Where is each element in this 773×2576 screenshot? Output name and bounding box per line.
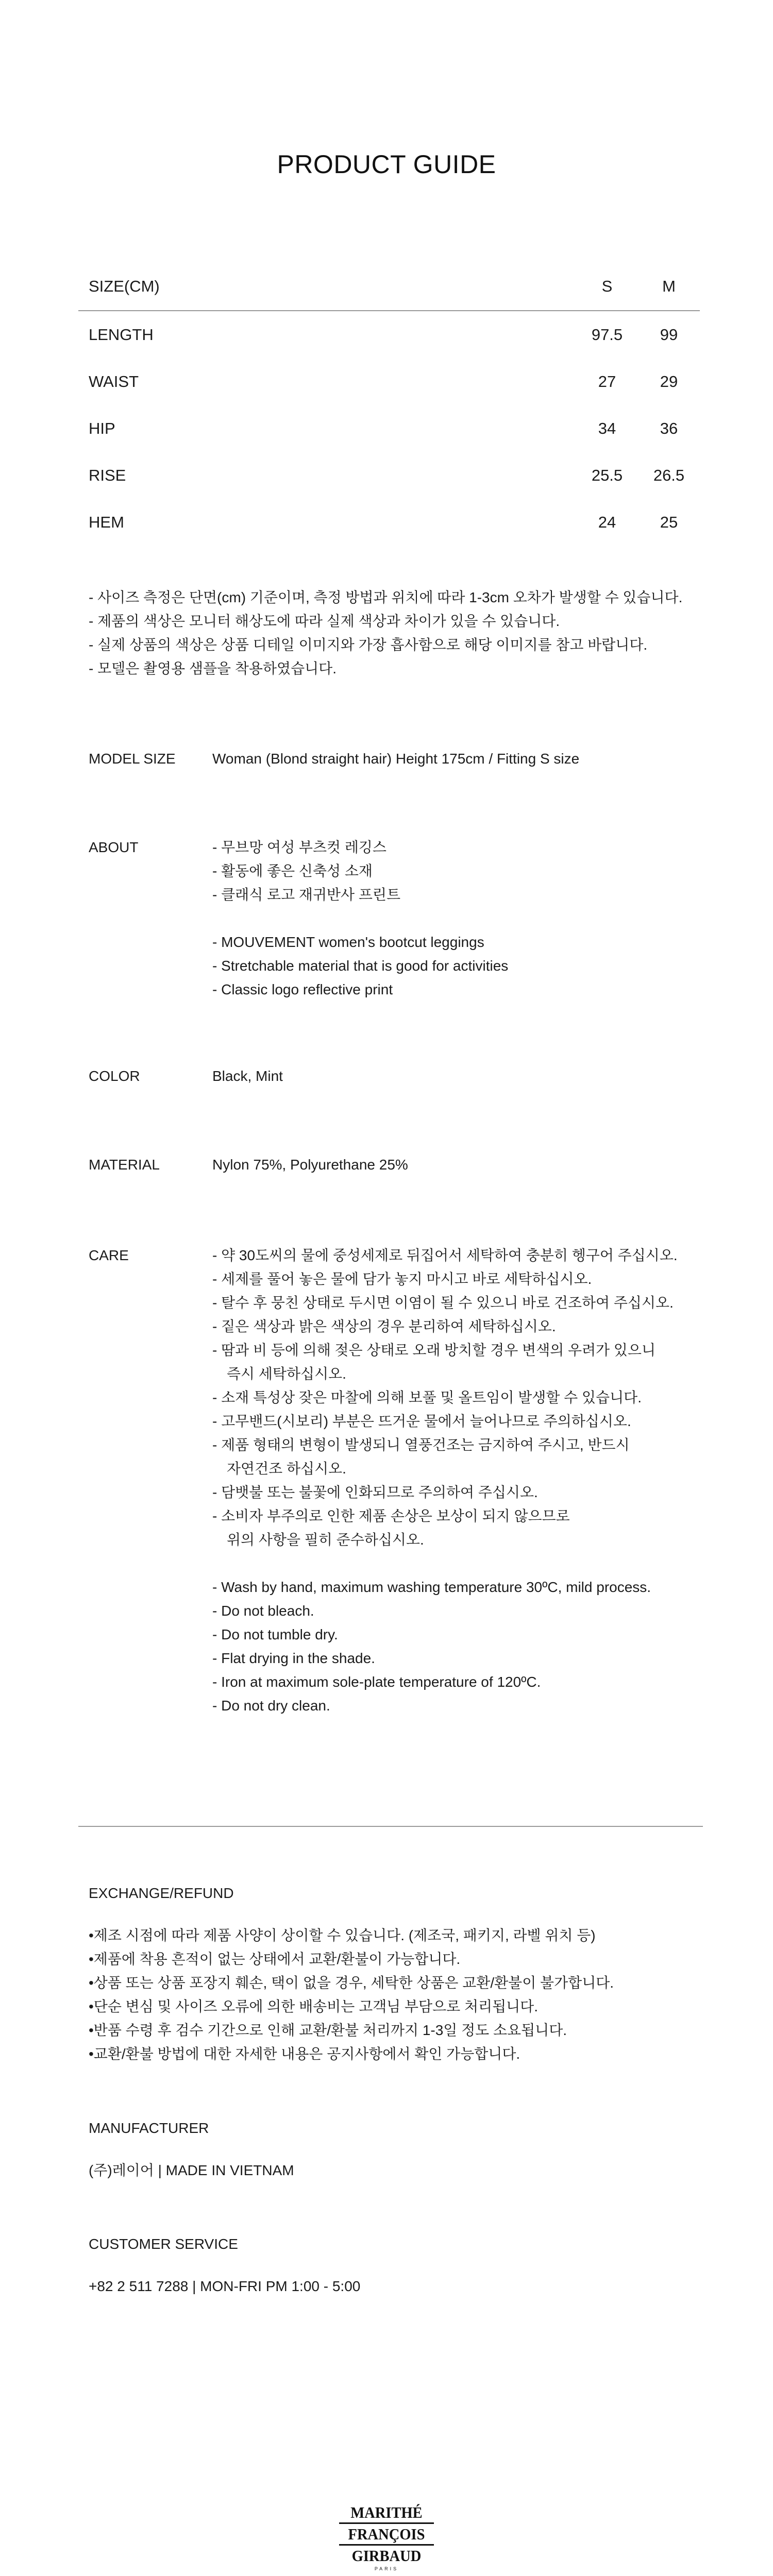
size-row-s: 97.5: [591, 325, 623, 344]
color-value: Black, Mint: [212, 1068, 283, 1084]
exchange-line: •상품 또는 상품 포장지 훼손, 택이 없을 경우, 세탁한 상품은 교환/환불이 불가합니다.: [89, 1975, 614, 1991]
care-line: 즉시 세탁하십시오.: [227, 1366, 346, 1382]
care-line: - 제품 형태의 변형이 발생되니 열풍건조는 금지하여 주시고, 반드시: [212, 1437, 630, 1453]
size-row: [78, 405, 700, 452]
care-line: - Wash by hand, maximum washing temperature 30ºC, mild process.: [212, 1579, 651, 1595]
care-line: 위의 사항을 필히 준수하십시오.: [227, 1532, 424, 1548]
care-line: - Flat drying in the shade.: [212, 1650, 375, 1666]
logo-line-1: MARITHÉ: [350, 2503, 423, 2521]
care-line: - 땀과 비 등에 의해 젖은 상태로 오래 방치할 경우 변색의 우려가 있으니: [212, 1342, 656, 1358]
care-line: - 소재 특성상 잦은 마찰에 의해 보풀 및 올트임이 발생할 수 있습니다.: [212, 1389, 642, 1405]
care-line: - 세제를 풀어 놓은 물에 담가 놓지 마시고 바로 세탁하십시오.: [212, 1271, 592, 1287]
care-line: - Iron at maximum sole-plate temperature of 120ºC.: [212, 1674, 541, 1690]
color-section: [89, 1064, 707, 1088]
logo-line-2: FRANÇOIS: [348, 2525, 425, 2543]
size-row-label: LENGTH: [89, 325, 154, 344]
care-line: - 고무밴드(시보리) 부분은 뜨거운 물에서 늘어나므로 주의하십시오.: [212, 1413, 631, 1429]
care-value: [212, 1244, 678, 1718]
care-line: - 짙은 색상과 밝은 색상의 경우 분리하여 세탁하십시오.: [212, 1318, 556, 1334]
customer-service-title: CUSTOMER SERVICE: [89, 2236, 238, 2252]
about-line: - Stretchable material that is good for activities: [212, 958, 509, 974]
model-size-label: MODEL SIZE: [89, 751, 176, 767]
customer-service-value: +82 2 511 7288 | MON-FRI PM 1:00 - 5:00: [89, 2278, 361, 2294]
exchange-line: •교환/환불 방법에 대한 자세한 내용은 공지사항에서 확인 가능합니다.: [89, 2046, 520, 2062]
care-line: [212, 1552, 678, 1575]
exchange-line: •단순 변심 및 사이즈 오류에 의한 배송비는 고객님 부담으로 처리됩니다.: [89, 1998, 538, 2014]
size-header-label: SIZE(CM): [89, 277, 160, 295]
logo-line-3: GIRBAUD: [351, 2547, 422, 2565]
manufacturer-section: [89, 2116, 707, 2182]
model-size-value: Woman (Blond straight hair) Height 175cm / Fitting S size: [212, 751, 580, 767]
exchange-list: [89, 1924, 707, 2066]
logo-rule: [339, 2522, 434, 2524]
note-line: - 실제 상품의 색상은 상품 디테일 이미지와 가장 흡사함으로 해당 이미지를 참고 바랍니다.: [89, 637, 648, 653]
exchange-section: [89, 1882, 707, 2066]
size-row-label: HIP: [89, 419, 115, 437]
size-table: [78, 263, 700, 546]
size-row-m: 29: [660, 372, 678, 391]
about-line: - 클래식 로고 재귀반사 프린트: [212, 887, 401, 903]
size-row-label: WAIST: [89, 372, 139, 391]
size-row-s: 25.5: [591, 466, 623, 484]
care-line: - 담뱃불 또는 불꽃에 인화되므로 주의하여 주십시오.: [212, 1484, 538, 1500]
logo-rule: [339, 2544, 434, 2546]
about-section: [89, 836, 707, 1002]
model-size-section: [89, 747, 707, 771]
size-row: [78, 499, 700, 546]
manufacturer-value: (주)레이어 | MADE IN VIETNAM: [89, 2162, 294, 2178]
color-label: COLOR: [89, 1068, 140, 1084]
size-row-s: 34: [598, 419, 616, 437]
care-line: - Do not tumble dry.: [212, 1626, 338, 1642]
care-line: - Do not dry clean.: [212, 1698, 330, 1714]
page-title: PRODUCT GUIDE: [277, 150, 496, 179]
about-value: [212, 836, 508, 1002]
size-row-m: 36: [660, 419, 678, 437]
customer-service-section: [89, 2232, 707, 2298]
about-line: - 무브망 여성 부츠컷 레깅스: [212, 839, 386, 855]
exchange-line: •제품에 착용 흔적이 없는 상태에서 교환/환불이 가능합니다.: [89, 1951, 461, 1967]
note-line: - 사이즈 측정은 단면(cm) 기준이며, 측정 방법과 위치에 따라 1-3cm 오차가 발생할 수 있습니다.: [89, 589, 683, 605]
size-row: [78, 311, 700, 358]
exchange-line: •제조 시점에 따라 제품 사양이 상이할 수 있습니다. (제조국, 패키지, 라벨 위치 등): [89, 1927, 596, 1943]
size-table-body: [78, 311, 700, 546]
care-line: - 약 30도씨의 물에 중성세제로 뒤집어서 세탁하여 충분히 헹구어 주십시오.: [212, 1247, 678, 1263]
logo-sub: PARIS: [374, 2566, 399, 2571]
brand-logo: [335, 2504, 438, 2571]
material-label: MATERIAL: [89, 1157, 160, 1173]
care-line: - 탈수 후 뭉친 상태로 두시면 이염이 될 수 있으니 바로 건조하여 주십시오.: [212, 1295, 674, 1311]
size-row-label: HEM: [89, 513, 124, 531]
size-row: [78, 452, 700, 499]
manufacturer-title: MANUFACTURER: [89, 2120, 209, 2136]
care-line: - 소비자 부주의로 인한 제품 손상은 보상이 되지 않으므로: [212, 1508, 570, 1524]
size-row-m: 99: [660, 325, 678, 344]
material-section: [89, 1153, 707, 1177]
size-row-s: 27: [598, 372, 616, 391]
size-row-s: 24: [598, 513, 616, 531]
size-row-m: 25: [660, 513, 678, 531]
size-row-label: RISE: [89, 466, 126, 484]
size-header-s: S: [601, 277, 613, 295]
exchange-line: •반품 수령 후 검수 기간으로 인해 교환/환불 처리까지 1-3일 정도 소요됩니다.: [89, 2022, 567, 2038]
size-notes: [89, 586, 707, 681]
size-table-header: [78, 263, 700, 311]
size-header-m: M: [662, 277, 676, 295]
size-row: [78, 358, 700, 405]
about-line: - 활동에 좋은 신축성 소재: [212, 863, 373, 879]
about-line: [212, 907, 508, 930]
care-line: - Do not bleach.: [212, 1603, 314, 1619]
section-divider: [78, 1826, 703, 1827]
care-line: 자연건조 하십시오.: [227, 1461, 346, 1477]
care-section: [89, 1244, 707, 1718]
note-line: - 제품의 색상은 모니터 해상도에 따라 실제 색상과 차이가 있을 수 있습니다.: [89, 613, 560, 629]
exchange-title: EXCHANGE/REFUND: [89, 1885, 234, 1901]
about-label: ABOUT: [89, 839, 139, 855]
care-label: CARE: [89, 1247, 129, 1263]
about-line: - MOUVEMENT women's bootcut leggings: [212, 934, 484, 950]
note-line: - 모델은 촬영용 샘플을 착용하였습니다.: [89, 660, 337, 676]
size-row-m: 26.5: [653, 466, 685, 484]
material-value: Nylon 75%, Polyurethane 25%: [212, 1157, 408, 1173]
about-line: - Classic logo reflective print: [212, 981, 393, 997]
